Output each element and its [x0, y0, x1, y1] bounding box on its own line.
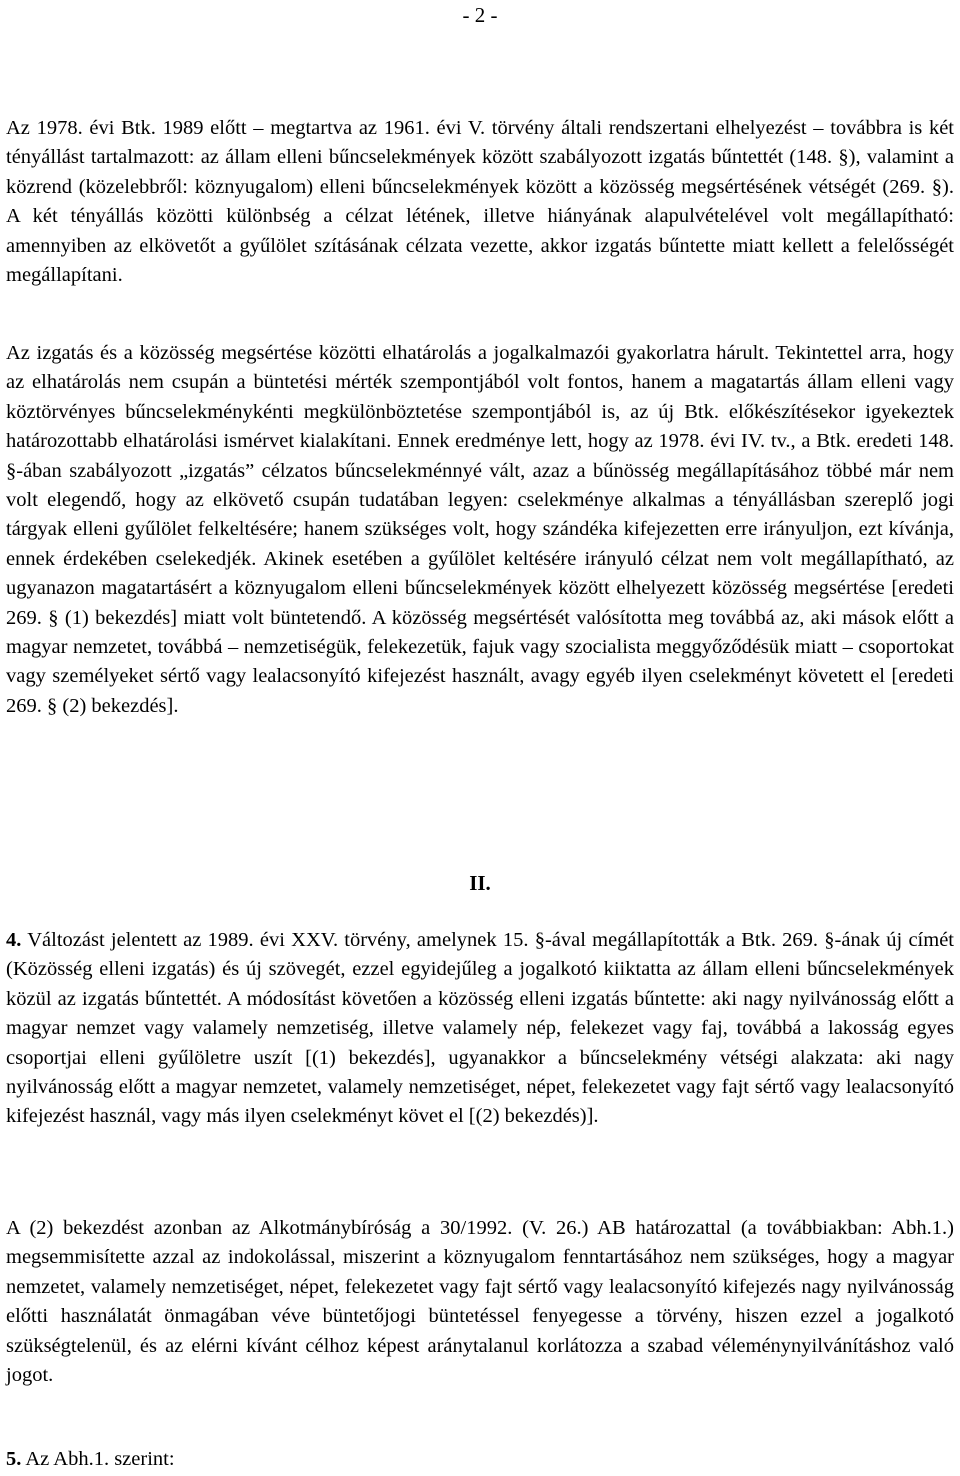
- paragraph-number: 5.: [6, 1448, 22, 1470]
- paragraph-elhatarolas: Az izgatás és a közösség megsértése közötti elhatárolás a jogalkalmazói gyakorlatra hárult. Tekintettel arra, hogy az elhatárolás nem csupán a büntetési mérték szempontjából volt fontos, hanem a magatartás állam elleni vagy köztörvényes bűncselekménykénti megkülönböztetése szempontjából is, az új Btk. előkészítésekor igyekeztek határozottabb elhatárolási ismérvet kialakítani. Ennek eredménye lett, hogy az 1978. évi IV. tv., a Btk. eredeti 148. §-ában szabályozott „izgatás” célzatos bűncselekménnyé vált, azaz a bűnösség megállapításához többé már nem volt elegendő, hogy az elkövető csupán tudatában legyen: cselekménye alkalmas a tényállásban szereplő jogi tárgyak elleni gyűlölet felkeltésére; hanem szükséges volt, hogy szándéka kifejezetten erre irányuljon, ezt kívánja, ennek érdekében cselekedjék. Akinek esetében a gyűlölet keltésére irányuló célzat nem volt megállapítható, az ugyanazon magatartásért a köznyugalom elleni bűncselekmények között elhelyezett közösség megsértése [eredeti 269. § (1) bekezdés] miatt volt büntetendő. A közösség megsértését valósította meg továbbá az, aki mások előtt a magyar nemzetet, továbbá – nemzetiségük, felekezetük, fajuk vagy szocialista meggyőződésük miatt – csoportokat vagy személyeket sértő vagy lealacsonyító kifejezést használt, avagy egyéb ilyen cselekményt követett el [eredeti 269. § (2) bekezdés].: [6, 342, 954, 717]
- paragraph-alkotmanybirosag: A (2) bekezdést azonban az Alkotmánybíróság a 30/1992. (V. 26.) AB határozattal (a továbbiakban: Abh.1.) megsemmisítette azzal az indokolással, miszerint a köznyugalom fenntartásához nem szükséges, hogy a magyar nemzetet, valamely nemzetiséget, népet, felekezetet vagy fajt sértő vagy lealacsonyító kifejezés nagy nyilvánosság előtti használatát önmagában véve büntetőjogi büntetéssel fenyegesse a törvény, hiszen ezzel a jogalkotó szükségtelenül, és az elérni kívánt célhoz képest aránytalanul korlátozza a szabad véleménynyilvánításhoz való jogot.: [6, 1217, 954, 1387]
- paragraph-btk-1978: Az 1978. évi Btk. 1989 előtt – megtartva az 1961. évi V. törvény általi rendszertani elhelyezést – továbbra is két tényállást tartalmazott: az állam elleni bűncselekmények között szabályozott izgatás bűntettét (148. §), valamint a közrend (közelebbről: köznyugalom) elleni bűncselekmények között a közösség megsértésének vétségét (269. §). A két tényállás közötti különbség a célzat létének, illetve hiányának alapulvételével volt megállapítható: amennyiben az elkövetőt a gyűlölet szításának célzata vezette, akkor izgatás bűntette miatt kellett a felelősségét megállapítani.: [6, 117, 954, 287]
- paragraph-5: [6, 1445, 954, 1474]
- paragraph-4-text: Változást jelentett az 1989. évi XXV. törvény, amelynek 15. §-ával megállapították a Btk. 269. §-ának új címét (Közösség elleni izgatás) és új szövegét, ezzel egyidejűleg a jogalkotó kiiktatta az állam elleni bűncselekmények közül az izgatás bűntettét. A módosítást követően a közösség elleni izgatás bűntette: aki nagy nyilvánosság előtt a magyar nemzet vagy valamely nemzetiség, illetve valamely nép, felekezet vagy faj, továbbá a lakosság egyes csoportjai elleni gyűlöletre uszít [(1) bekezdés], ugyanakkor a bűncselekmény vétségi alakzata: aki nagy nyilvánosság előtt a magyar nemzetet, valamely nemzetiséget, népet, felekezetet vagy fajt sértő vagy lealacsonyító kifejezést használ, vagy más ilyen cselekményt követ el [(2) bekezdés)].: [6, 929, 954, 1128]
- paragraph-number: 4.: [6, 929, 22, 951]
- paragraph-4: [6, 926, 954, 1132]
- section-heading: II.: [469, 871, 491, 895]
- paragraph-5-text: Az Abh.1. szerint:: [21, 1448, 175, 1470]
- page-number: - 2 -: [462, 3, 498, 27]
